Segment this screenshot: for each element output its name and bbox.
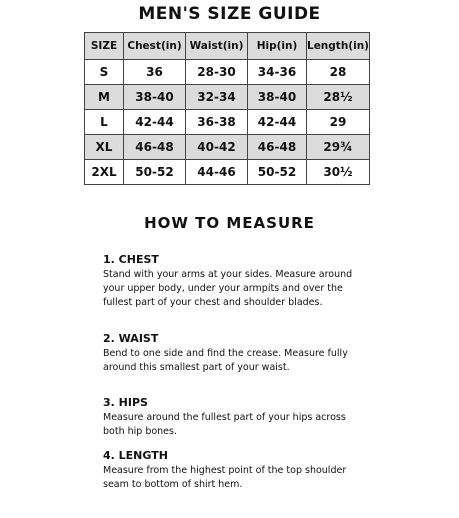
cell-hip: 50-52 [248,160,307,185]
header-chest: Chest(in) [124,33,186,60]
cell-waist: 44-46 [186,160,248,185]
cell-size: L [85,110,124,135]
cell-chest: 46-48 [124,135,186,160]
header-size: SIZE [85,33,124,60]
header-hip: Hip(in) [248,33,307,60]
cell-length: 28½ [307,85,370,110]
cell-waist: 40-42 [186,135,248,160]
cell-size: 2XL [85,160,124,185]
header-length: Length(in) [307,33,370,60]
table-row [85,60,370,85]
waist-instructions: Bend to one side and find the crease. Measure fully around this smallest part of your waist. [103,348,348,373]
cell-waist: 36-38 [186,110,248,135]
chest-heading: 1. CHEST [103,253,159,266]
cell-chest: 50-52 [124,160,186,185]
cell-chest: 38-40 [124,85,186,110]
size-table [84,32,370,185]
length-instructions: Measure from the highest point of the top shoulder seam to bottom of shirt hem. [103,465,347,490]
cell-length: 29 [307,110,370,135]
cell-length: 29¾ [307,135,370,160]
cell-size: XL [85,135,124,160]
cell-hip: 46-48 [248,135,307,160]
cell-waist: 28-30 [186,60,248,85]
length-section [103,449,363,492]
hips-section [103,396,363,439]
how-to-measure-title: HOW TO MEASURE [144,214,315,232]
table-row [85,160,370,185]
page-title: MEN'S SIZE GUIDE [138,4,321,24]
cell-length: 30½ [307,160,370,185]
hips-instructions: Measure around the fullest part of your hips across both hip bones. [103,412,346,437]
waist-heading: 2. WAIST [103,332,159,345]
table-row [85,110,370,135]
cell-hip: 42-44 [248,110,307,135]
cell-hip: 38-40 [248,85,307,110]
cell-size: S [85,60,124,85]
chest-section [103,253,363,310]
cell-size: M [85,85,124,110]
hips-heading: 3. HIPS [103,396,148,409]
length-heading: 4. LENGTH [103,449,168,462]
chest-instructions: Stand with your arms at your sides. Measure around your upper body, under your armpits and over the fullest part of your chest and shoulder blades. [103,269,353,308]
table-row [85,135,370,160]
table-header-row [85,33,370,60]
cell-waist: 32-34 [186,85,248,110]
table-row [85,85,370,110]
header-waist: Waist(in) [186,33,248,60]
cell-length: 28 [307,60,370,85]
cell-chest: 42-44 [124,110,186,135]
cell-chest: 36 [124,60,186,85]
waist-section [103,332,363,375]
cell-hip: 34-36 [248,60,307,85]
